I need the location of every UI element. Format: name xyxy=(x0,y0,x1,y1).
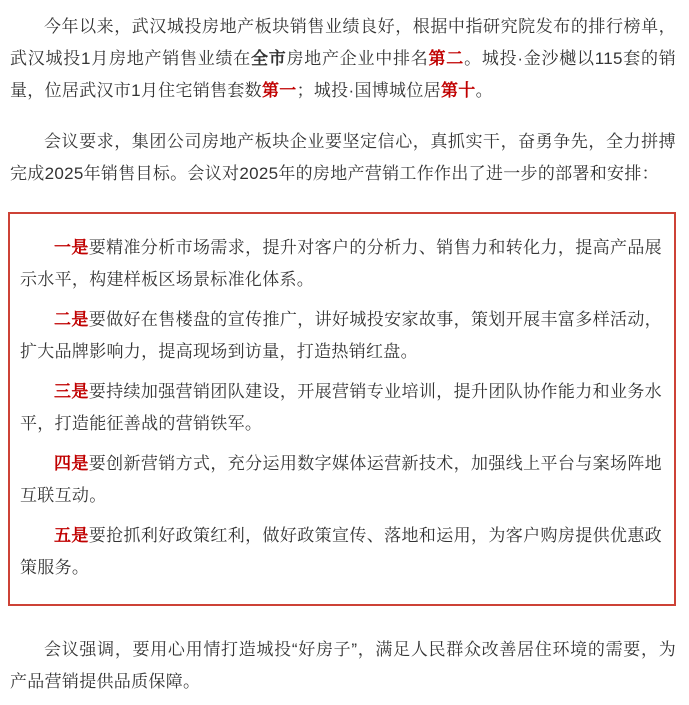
rank-city-highlight: 第二 xyxy=(428,49,465,68)
plan-item-5 xyxy=(20,520,662,584)
meeting-requirements-paragraph: 会议要求，集团公司房地产板块企业要坚定信心，真抓实干，奋勇争先，全力拼搏完成2025年销售目标。会议对2025年的房地产营销工作作出了进一步的部署和安排： xyxy=(10,132,676,183)
plan-item-2-label: 二是 xyxy=(54,310,89,329)
plan-item-3 xyxy=(20,376,662,440)
intro-text-4: ；城投·国博城位居 xyxy=(296,81,441,100)
intro-text-5: 。 xyxy=(475,81,493,100)
intro-bold-term: 全市 xyxy=(251,49,287,68)
closing-paragraph: 会议强调，要用心用情打造城投“好房子”，满足人民群众改善居住环境的需要，为产品营销提供品质保障。 xyxy=(10,640,676,691)
plan-item-1-label: 一是 xyxy=(54,238,89,257)
rank-guobocheng-highlight: 第十 xyxy=(440,81,476,100)
plan-item-5-text: 要抢抓利好政策红利，做好政策宣传、落地和运用，为客户购房提供优惠政策服务。 xyxy=(20,526,662,577)
intro-paragraph xyxy=(10,11,676,107)
plan-item-2-text: 要做好在售楼盘的宣传推广，讲好城投安家故事，策划开展丰富多样活动，扩大品牌影响力，提高现场到访量，打造热销红盘。 xyxy=(20,310,662,361)
plan-item-1-text: 要精准分析市场需求，提升对客户的分析力、销售力和转化力，提高产品展示水平，构建样板区场景标准化体系。 xyxy=(20,238,662,289)
plan-item-4-text: 要创新营销方式，充分运用数字媒体运营新技术，加强线上平台与案场阵地互联互动。 xyxy=(20,454,662,505)
plan-highlight-box xyxy=(8,212,676,606)
intro-text-1: 今年以来，武汉城投房地产板块销售业绩良好，根据中指研究院发布的排行榜单，武汉城投1月房地产销售业绩在 xyxy=(10,17,676,68)
plan-item-3-label: 三是 xyxy=(54,382,89,401)
plan-item-4-label: 四是 xyxy=(54,454,89,473)
intro-text-2: 房地产企业中排名 xyxy=(286,49,429,68)
plan-item-2 xyxy=(20,304,662,368)
intro-text-3: 。城投·金沙樾以115套的销量，位居武汉市1月住宅销售套数 xyxy=(10,49,677,100)
rank-jinshayue-highlight: 第一 xyxy=(261,81,297,100)
plan-item-4 xyxy=(20,448,662,512)
plan-item-1 xyxy=(20,232,662,296)
plan-item-5-label: 五是 xyxy=(54,526,89,545)
plan-item-3-text: 要持续加强营销团队建设，开展营销专业培训，提升团队协作能力和业务水平，打造能征善战的营销铁军。 xyxy=(20,382,662,433)
